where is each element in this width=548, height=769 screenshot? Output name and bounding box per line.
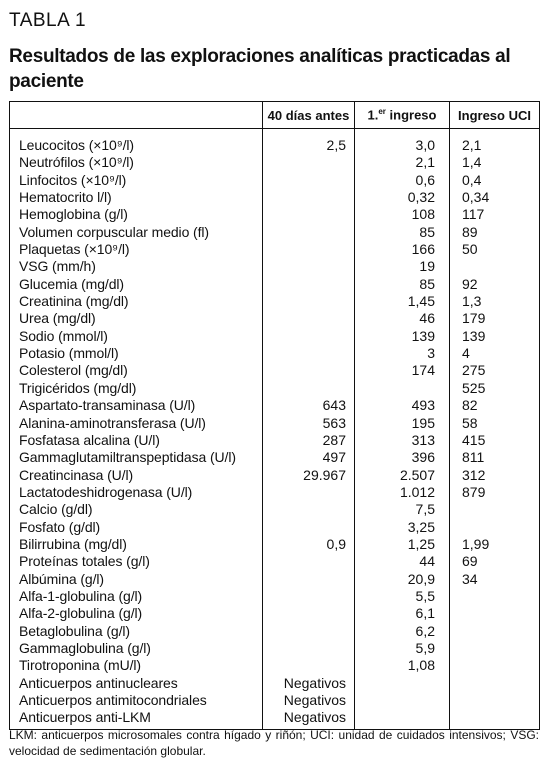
row-value-primer-ingreso: 5,5 bbox=[355, 588, 450, 605]
row-value-40-dias-antes bbox=[263, 519, 355, 536]
row-value-40-dias-antes: 29.967 bbox=[263, 467, 355, 484]
row-value-40-dias-antes: 497 bbox=[263, 449, 355, 466]
row-value-primer-ingreso: 313 bbox=[355, 432, 450, 449]
row-parameter-name: Volumen corpuscular medio (fl) bbox=[10, 224, 263, 241]
row-value-ingreso-uci bbox=[450, 588, 540, 605]
row-parameter-name: Anticuerpos antimitocondriales bbox=[10, 692, 263, 709]
table-label: TABLA 1 bbox=[9, 10, 87, 31]
row-parameter-name: Colesterol (mg/dl) bbox=[10, 362, 263, 379]
table-row bbox=[10, 172, 540, 189]
row-value-ingreso-uci: 69 bbox=[450, 553, 540, 570]
row-value-ingreso-uci: 415 bbox=[450, 432, 540, 449]
row-value-40-dias-antes bbox=[263, 328, 355, 345]
row-parameter-name: Urea (mg/dl) bbox=[10, 310, 263, 327]
row-value-ingreso-uci bbox=[450, 640, 540, 657]
row-value-primer-ingreso: 1,45 bbox=[355, 293, 450, 310]
table-row bbox=[10, 553, 540, 570]
results-table bbox=[9, 101, 540, 730]
row-parameter-name: Alfa-1-globulina (g/l) bbox=[10, 588, 263, 605]
row-value-40-dias-antes bbox=[263, 640, 355, 657]
row-value-primer-ingreso bbox=[355, 380, 450, 397]
row-value-40-dias-antes bbox=[263, 362, 355, 379]
row-parameter-name: Alfa-2-globulina (g/l) bbox=[10, 605, 263, 622]
row-parameter-name: VSG (mm/h) bbox=[10, 258, 263, 275]
row-value-ingreso-uci: 117 bbox=[450, 206, 540, 223]
row-parameter-name: Potasio (mmol/l) bbox=[10, 345, 263, 362]
table-row bbox=[10, 154, 540, 171]
table-row bbox=[10, 623, 540, 640]
row-value-primer-ingreso: 5,9 bbox=[355, 640, 450, 657]
row-value-40-dias-antes bbox=[263, 276, 355, 293]
row-value-primer-ingreso: 1.012 bbox=[355, 484, 450, 501]
table-row bbox=[10, 362, 540, 379]
row-parameter-name: Anticuerpos antinucleares bbox=[10, 675, 263, 692]
row-value-ingreso-uci bbox=[450, 501, 540, 518]
row-value-ingreso-uci: 58 bbox=[450, 415, 540, 432]
row-parameter-name: Calcio (g/dl) bbox=[10, 501, 263, 518]
row-value-40-dias-antes bbox=[263, 241, 355, 258]
row-parameter-name: Sodio (mmol/l) bbox=[10, 328, 263, 345]
row-value-primer-ingreso: 20,9 bbox=[355, 571, 450, 588]
row-value-40-dias-antes bbox=[263, 154, 355, 171]
table-row bbox=[10, 605, 540, 622]
header-parameter bbox=[10, 102, 263, 129]
row-value-ingreso-uci: 275 bbox=[450, 362, 540, 379]
row-value-40-dias-antes bbox=[263, 571, 355, 588]
table-row bbox=[10, 467, 540, 484]
row-value-primer-ingreso: 2,1 bbox=[355, 154, 450, 171]
row-parameter-name: Albúmina (g/l) bbox=[10, 571, 263, 588]
row-value-ingreso-uci bbox=[450, 258, 540, 275]
table-row bbox=[10, 501, 540, 518]
row-value-ingreso-uci bbox=[450, 519, 540, 536]
header-primer-ingreso-label: ingreso bbox=[385, 107, 437, 123]
row-value-ingreso-uci: 4 bbox=[450, 345, 540, 362]
row-value-primer-ingreso: 3,25 bbox=[355, 519, 450, 536]
table-row bbox=[10, 380, 540, 397]
table-title: Resultados de las exploraciones analíticas practicadas al paciente bbox=[9, 46, 511, 92]
table-row bbox=[10, 328, 540, 345]
row-value-primer-ingreso: 85 bbox=[355, 276, 450, 293]
row-value-ingreso-uci: 811 bbox=[450, 449, 540, 466]
row-value-primer-ingreso: 6,1 bbox=[355, 605, 450, 622]
row-value-40-dias-antes bbox=[263, 657, 355, 674]
row-value-ingreso-uci: 1,99 bbox=[450, 536, 540, 553]
table-row bbox=[10, 675, 540, 692]
header-ingreso-uci: Ingreso UCI bbox=[450, 102, 540, 129]
row-value-ingreso-uci: 34 bbox=[450, 571, 540, 588]
row-value-primer-ingreso: 396 bbox=[355, 449, 450, 466]
table-row bbox=[10, 519, 540, 536]
header-40-dias-antes: 40 días antes bbox=[263, 102, 355, 129]
table-row bbox=[10, 692, 540, 709]
row-value-primer-ingreso: 139 bbox=[355, 328, 450, 345]
row-value-primer-ingreso: 3 bbox=[355, 345, 450, 362]
row-value-40-dias-antes bbox=[263, 172, 355, 189]
row-value-40-dias-antes bbox=[263, 501, 355, 518]
row-value-40-dias-antes bbox=[263, 293, 355, 310]
header-primer-ingreso bbox=[355, 102, 450, 129]
row-parameter-name: Lactatodeshidrogenasa (U/l) bbox=[10, 484, 263, 501]
row-value-ingreso-uci: 525 bbox=[450, 380, 540, 397]
table-row bbox=[10, 397, 540, 414]
row-value-40-dias-antes bbox=[263, 605, 355, 622]
table-row bbox=[10, 432, 540, 449]
row-parameter-name: Gammaglutamiltranspeptidasa (U/l) bbox=[10, 449, 263, 466]
row-value-ingreso-uci: 82 bbox=[450, 397, 540, 414]
table-header-row bbox=[10, 102, 540, 129]
row-value-primer-ingreso: 85 bbox=[355, 224, 450, 241]
row-parameter-name: Tirotroponina (mU/l) bbox=[10, 657, 263, 674]
row-value-primer-ingreso: 7,5 bbox=[355, 501, 450, 518]
header-primer-ingreso-sup: er bbox=[378, 107, 386, 117]
row-parameter-name: Creatincinasa (U/l) bbox=[10, 467, 263, 484]
row-value-40-dias-antes bbox=[263, 553, 355, 570]
header-primer-ingreso-number: 1. bbox=[367, 107, 379, 123]
row-value-primer-ingreso: 1,08 bbox=[355, 657, 450, 674]
row-value-primer-ingreso bbox=[355, 675, 450, 692]
table-row bbox=[10, 258, 540, 275]
table-row bbox=[10, 206, 540, 223]
row-value-ingreso-uci: 312 bbox=[450, 467, 540, 484]
row-parameter-name: Creatinina (mg/dl) bbox=[10, 293, 263, 310]
row-value-primer-ingreso: 3,0 bbox=[355, 129, 450, 155]
row-value-40-dias-antes bbox=[263, 623, 355, 640]
row-value-40-dias-antes bbox=[263, 206, 355, 223]
table-row bbox=[10, 189, 540, 206]
row-value-40-dias-antes: Negativos bbox=[263, 709, 355, 729]
row-value-primer-ingreso: 44 bbox=[355, 553, 450, 570]
row-value-primer-ingreso: 174 bbox=[355, 362, 450, 379]
row-parameter-name: Anticuerpos anti-LKM bbox=[10, 709, 263, 729]
row-value-ingreso-uci: 0,4 bbox=[450, 172, 540, 189]
row-value-primer-ingreso: 0,32 bbox=[355, 189, 450, 206]
table-row bbox=[10, 345, 540, 362]
row-value-primer-ingreso bbox=[355, 692, 450, 709]
row-parameter-name: Hemoglobina (g/l) bbox=[10, 206, 263, 223]
table-row bbox=[10, 484, 540, 501]
row-value-ingreso-uci bbox=[450, 623, 540, 640]
table-row bbox=[10, 536, 540, 553]
table-row bbox=[10, 449, 540, 466]
table-row bbox=[10, 415, 540, 432]
row-parameter-name: Fosfatasa alcalina (U/l) bbox=[10, 432, 263, 449]
table-row bbox=[10, 276, 540, 293]
row-parameter-name: Alanina-aminotransferasa (U/l) bbox=[10, 415, 263, 432]
row-value-ingreso-uci bbox=[450, 692, 540, 709]
row-parameter-name: Leucocitos (×10⁹/l) bbox=[10, 129, 263, 155]
row-value-40-dias-antes: 0,9 bbox=[263, 536, 355, 553]
row-value-ingreso-uci: 879 bbox=[450, 484, 540, 501]
row-value-40-dias-antes bbox=[263, 224, 355, 241]
row-value-40-dias-antes: 643 bbox=[263, 397, 355, 414]
table-row bbox=[10, 129, 540, 155]
row-value-ingreso-uci: 179 bbox=[450, 310, 540, 327]
row-value-primer-ingreso: 195 bbox=[355, 415, 450, 432]
row-value-40-dias-antes bbox=[263, 380, 355, 397]
table-row bbox=[10, 241, 540, 258]
row-value-ingreso-uci: 139 bbox=[450, 328, 540, 345]
row-value-40-dias-antes bbox=[263, 258, 355, 275]
row-value-ingreso-uci bbox=[450, 675, 540, 692]
row-parameter-name: Plaquetas (×10⁹/l) bbox=[10, 241, 263, 258]
row-value-ingreso-uci: 92 bbox=[450, 276, 540, 293]
table-row bbox=[10, 657, 540, 674]
row-value-40-dias-antes bbox=[263, 310, 355, 327]
row-parameter-name: Neutrófilos (×10⁹/l) bbox=[10, 154, 263, 171]
row-value-ingreso-uci: 89 bbox=[450, 224, 540, 241]
row-value-primer-ingreso: 493 bbox=[355, 397, 450, 414]
table-row bbox=[10, 588, 540, 605]
row-value-primer-ingreso: 0,6 bbox=[355, 172, 450, 189]
table-row bbox=[10, 571, 540, 588]
row-value-primer-ingreso: 19 bbox=[355, 258, 450, 275]
row-value-primer-ingreso: 6,2 bbox=[355, 623, 450, 640]
row-parameter-name: Fosfato (g/dl) bbox=[10, 519, 263, 536]
table-row bbox=[10, 640, 540, 657]
row-parameter-name: Gammaglobulina (g/l) bbox=[10, 640, 263, 657]
row-value-40-dias-antes bbox=[263, 189, 355, 206]
row-value-ingreso-uci: 1,3 bbox=[450, 293, 540, 310]
row-value-40-dias-antes: 2,5 bbox=[263, 129, 355, 155]
row-parameter-name: Trigicéridos (mg/dl) bbox=[10, 380, 263, 397]
row-parameter-name: Bilirrubina (mg/dl) bbox=[10, 536, 263, 553]
row-value-40-dias-antes: 287 bbox=[263, 432, 355, 449]
row-parameter-name: Glucemia (mg/dl) bbox=[10, 276, 263, 293]
row-value-ingreso-uci bbox=[450, 605, 540, 622]
table-row bbox=[10, 293, 540, 310]
row-value-40-dias-antes bbox=[263, 345, 355, 362]
row-parameter-name: Proteínas totales (g/l) bbox=[10, 553, 263, 570]
row-value-primer-ingreso: 2.507 bbox=[355, 467, 450, 484]
row-parameter-name: Linfocitos (×10⁹/l) bbox=[10, 172, 263, 189]
row-value-primer-ingreso: 46 bbox=[355, 310, 450, 327]
row-value-ingreso-uci: 50 bbox=[450, 241, 540, 258]
row-value-ingreso-uci bbox=[450, 657, 540, 674]
row-parameter-name: Aspartato-transaminasa (U/l) bbox=[10, 397, 263, 414]
row-value-ingreso-uci: 1,4 bbox=[450, 154, 540, 171]
row-value-40-dias-antes: Negativos bbox=[263, 675, 355, 692]
row-parameter-name: Betaglobulina (g/l) bbox=[10, 623, 263, 640]
table-footnote: LKM: anticuerpos microsomales contra hígado y riñón; UCI: unidad de cuidados intensivos; VSG: velocidad de sedimentación globular. bbox=[9, 728, 539, 758]
row-value-40-dias-antes: Negativos bbox=[263, 692, 355, 709]
row-value-40-dias-antes: 563 bbox=[263, 415, 355, 432]
row-value-primer-ingreso: 166 bbox=[355, 241, 450, 258]
row-value-primer-ingreso: 1,25 bbox=[355, 536, 450, 553]
row-value-40-dias-antes bbox=[263, 484, 355, 501]
row-value-primer-ingreso: 108 bbox=[355, 206, 450, 223]
row-value-ingreso-uci: 0,34 bbox=[450, 189, 540, 206]
table-row bbox=[10, 310, 540, 327]
row-value-ingreso-uci: 2,1 bbox=[450, 129, 540, 155]
row-value-40-dias-antes bbox=[263, 588, 355, 605]
row-parameter-name: Hematocrito l/l) bbox=[10, 189, 263, 206]
table-row bbox=[10, 224, 540, 241]
